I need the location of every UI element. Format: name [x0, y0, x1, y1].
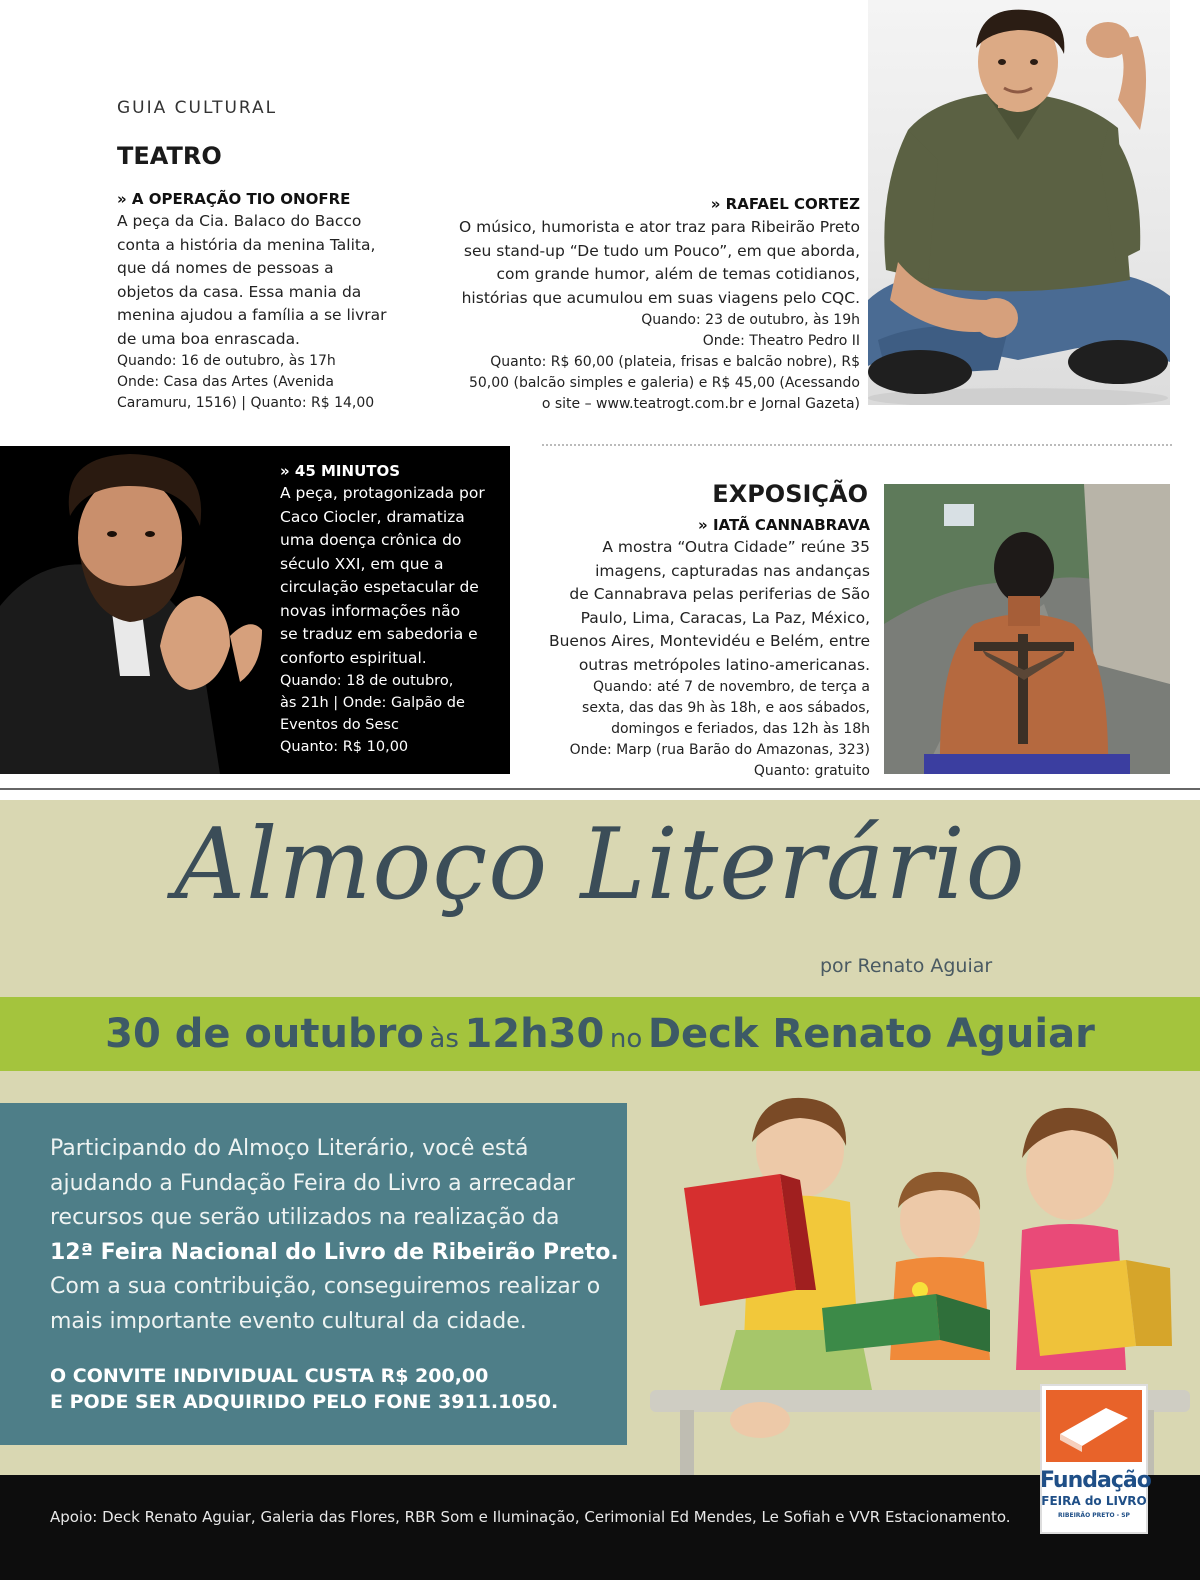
article-info	[280, 670, 505, 758]
article-info	[430, 310, 860, 415]
text-line: histórias que acumulou em suas viagens pelo CQC.	[461, 288, 860, 307]
text-line: Caco Ciocler, dramatiza	[280, 507, 465, 526]
article-45-minutos	[280, 462, 505, 758]
text-line: Paulo, Lima, Caracas, La Paz, México,	[580, 608, 870, 627]
info-line: Eventos do Sesc	[280, 717, 399, 733]
text-line: século XXI, em que a	[280, 554, 444, 573]
book-logo-shape	[1046, 1390, 1142, 1462]
article-tio-onofre	[117, 190, 417, 414]
info-line: Caramuru, 1516) | Quanto: R$ 14,00	[117, 395, 375, 411]
text-line: Participando do Almoço Literário, você está	[50, 1136, 529, 1161]
info-line: Onde: Casa das Artes (Avenida	[117, 374, 334, 390]
text-line: outras metrópoles latino-americanas.	[578, 655, 870, 674]
info-line: Quando: 16 de outubro, às 17h	[117, 353, 336, 369]
article-body	[430, 216, 860, 310]
logo-line-2: FEIRA do LIVRO	[1041, 1494, 1147, 1508]
article-heading: » IATÃ CANNABRAVA	[698, 516, 870, 534]
article-body	[117, 210, 417, 351]
info-panel-text	[50, 1132, 620, 1339]
text-line: O músico, humorista e ator traz para Ribeirão Preto	[459, 218, 860, 236]
article-rafael-cortez	[430, 195, 860, 415]
info-line: Quanto: gratuito	[753, 763, 870, 779]
invite-price	[50, 1363, 620, 1415]
invite-line: O CONVITE INDIVIDUAL CUSTA R$ 200,00	[50, 1365, 489, 1387]
text-line: Buenos Aires, Montevidéu e Belém, entre	[548, 632, 870, 650]
section-kicker: GUIA CULTURAL	[117, 98, 278, 118]
ad-title: Almoço Literário	[174, 808, 1026, 922]
invite-line: E PODE SER ADQUIRIDO PELO FONE 3911.1050.	[50, 1391, 559, 1413]
info-line: Quando: até 7 de novembro, de terça a	[593, 679, 870, 695]
book-logo-icon	[1046, 1390, 1142, 1462]
text-line: Com a sua contribuição, conseguiremos realizar o	[50, 1274, 601, 1299]
article-info	[530, 677, 870, 782]
text-line: novas informações não	[280, 601, 461, 620]
info-line: Onde: Theatro Pedro II	[702, 333, 860, 349]
section-divider	[0, 788, 1200, 790]
sponsors-footer	[0, 1475, 1200, 1580]
text-line: A mostra “Outra Cidade” reúne 35	[602, 538, 870, 556]
band-as: às	[429, 1024, 459, 1054]
text-line: de uma boa enrascada.	[117, 329, 300, 348]
article-body	[530, 536, 870, 677]
logo-line-1: Fundação	[1040, 1468, 1151, 1493]
sponsors-text: Apoio: Deck Renato Aguiar, Galeria das Flores, RBR Som e Iluminação, Cerimonial Ed Mendes, Le Sofiah e VVR Estacionamento.	[50, 1508, 1011, 1526]
exposicao-heading: EXPOSIÇÃO	[712, 480, 868, 508]
text-line: ajudando a Fundação Feira do Livro a arrecadar	[50, 1170, 575, 1196]
article-body	[280, 482, 505, 670]
text-line: conta a história da menina Talita,	[117, 235, 376, 254]
teatro-heading: TEATRO	[117, 142, 222, 170]
dotted-separator	[542, 444, 1172, 446]
logo-line-3: RIBEIRÃO PRETO - SP	[1058, 1512, 1130, 1519]
text-line: uma doença crônica do	[280, 531, 462, 549]
info-line: Quanto: R$ 60,00 (plateia, frisas e balcão nobre), R$	[490, 354, 860, 370]
text-line: objetos da casa. Essa mania da	[117, 282, 362, 301]
man-sitting-illustration	[868, 0, 1170, 405]
text-line: menina ajudou a família a se livrar	[117, 306, 387, 324]
band-date: 30 de outubro	[105, 1011, 424, 1057]
info-line: sexta, das das 9h às 18h, e aos sábados,	[582, 700, 870, 716]
info-line: domingos e feriados, das 12h às 18h	[611, 721, 870, 737]
text-line: com grande humor, além de temas cotidianos,	[496, 265, 860, 283]
text-line: recursos que serão utilizados na realização da	[50, 1205, 560, 1230]
info-line: Quanto: R$ 10,00	[280, 739, 409, 755]
band-time: 12h30	[464, 1011, 605, 1057]
info-line: Onde: Marp (rua Barão do Amazonas, 323)	[569, 742, 870, 758]
band-place: Deck Renato Aguiar	[647, 1011, 1095, 1057]
rafael-cortez-photo	[868, 0, 1170, 405]
article-heading: » 45 MINUTOS	[280, 462, 401, 480]
text-line: A peça, protagonizada por	[280, 484, 485, 502]
text-line: que dá nomes de pessoas a	[117, 259, 334, 277]
date-band-text	[0, 1011, 1200, 1057]
feira-highlight: 12ª Feira Nacional do Livro de Ribeirão Preto.	[50, 1239, 619, 1265]
article-info	[117, 351, 417, 414]
article-heading: » RAFAEL CORTEZ	[710, 195, 860, 213]
band-no: no	[609, 1024, 643, 1054]
text-line: mais importante evento cultural da cidade.	[50, 1308, 527, 1334]
ad-byline: por Renato Aguiar	[820, 955, 993, 977]
article-heading: » A OPERAÇÃO TIO ONOFRE	[117, 190, 351, 208]
article-iata-cannabrava	[530, 516, 870, 782]
text-line: imagens, capturadas nas andanças	[595, 561, 870, 580]
info-line: Quando: 18 de outubro,	[280, 673, 454, 689]
info-line: às 21h | Onde: Galpão de	[280, 695, 465, 711]
info-line: Quando: 23 de outubro, às 19h	[641, 312, 860, 328]
text-line: se traduz em sabedoria e	[280, 625, 478, 643]
text-line: conforto espiritual.	[280, 648, 427, 667]
text-line: circulação espetacular de	[280, 578, 479, 596]
text-line: seu stand-up “De tudo um Pouco”, em que aborda,	[463, 241, 860, 260]
street-tattoo-illustration	[884, 484, 1170, 774]
tattooed-back-photo	[884, 484, 1170, 774]
info-line: 50,00 (balcão simples e galeria) e R$ 45,00 (Acessando	[468, 375, 860, 391]
text-line: A peça da Cia. Balaco do Bacco	[117, 212, 362, 230]
text-line: de Cannabrava pelas periferias de São	[569, 585, 870, 603]
info-line: o site – www.teatrogt.com.br e Jornal Gazeta)	[541, 396, 860, 412]
